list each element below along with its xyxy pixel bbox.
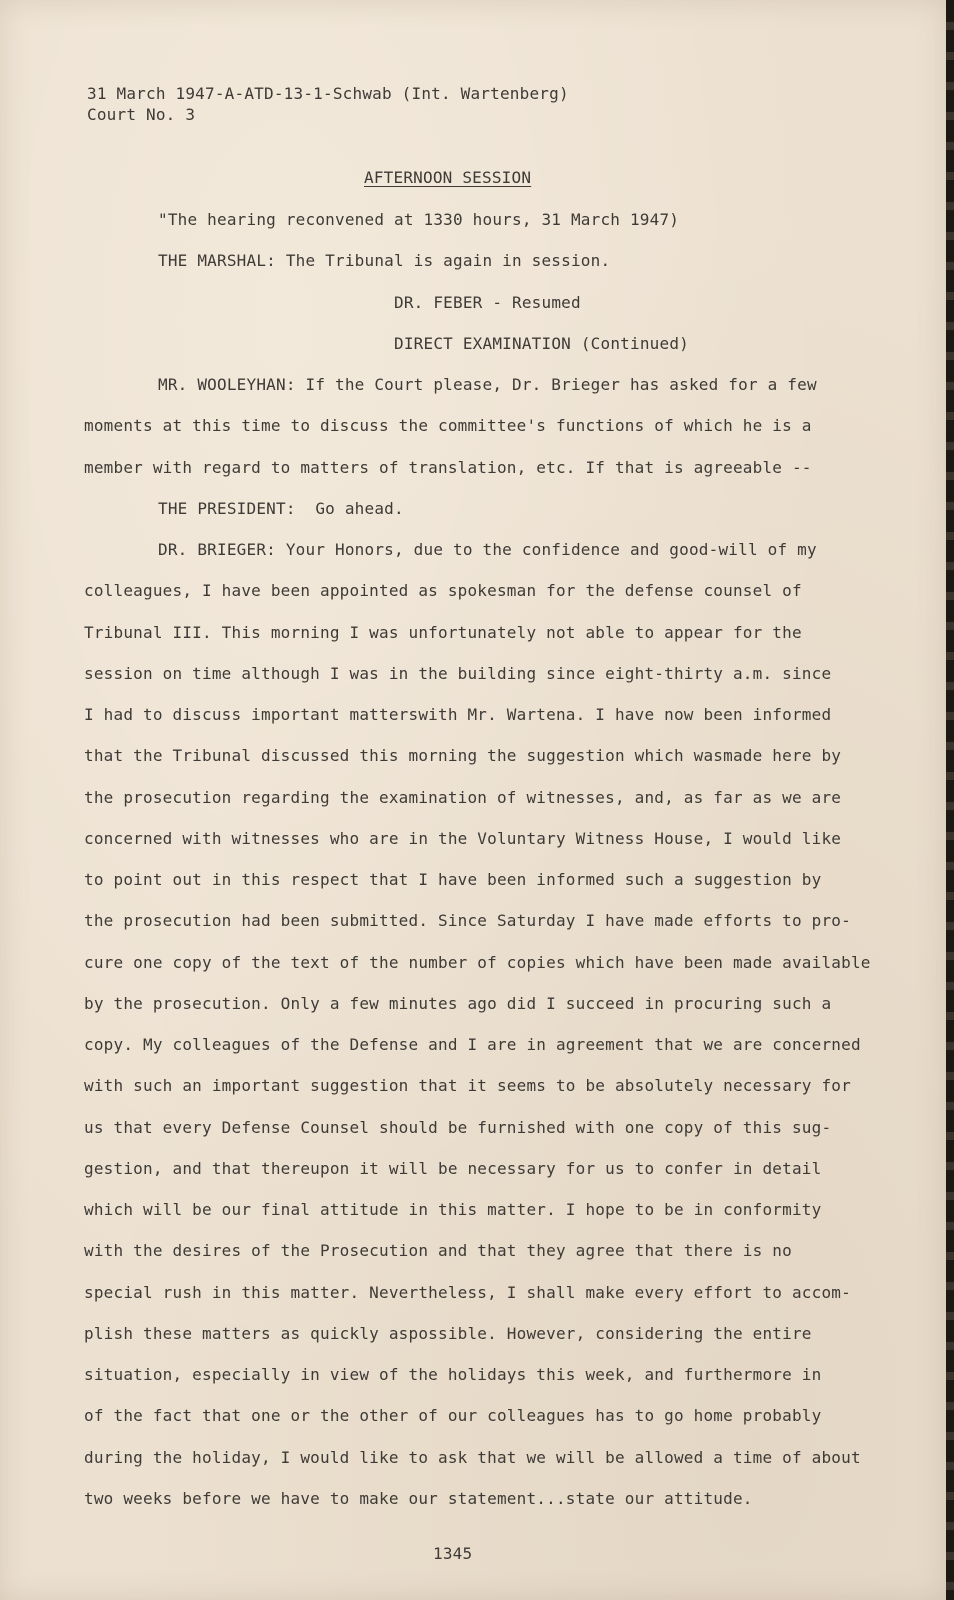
text-line: gestion, and that thereupon it will be necessary for us to confer in detail bbox=[84, 1159, 822, 1178]
text-line: with such an important suggestion that it seems to be absolutely necessary for bbox=[84, 1076, 851, 1095]
text-line: session on time although I was in the building since eight-thirty a.m. since bbox=[84, 664, 832, 683]
text-line: during the holiday, I would like to ask that we will be allowed a time of about bbox=[84, 1448, 861, 1467]
header-line-1: 31 March 1947-A-ATD-13-1-Schwab (Int. Wartenberg) bbox=[87, 84, 569, 103]
text-line: two weeks before we have to make our statement...state our attitude. bbox=[84, 1489, 753, 1508]
text-line: "The hearing reconvened at 1330 hours, 31 March 1947) bbox=[158, 210, 680, 229]
page-number: 1345 bbox=[433, 1544, 473, 1563]
text-line: the prosecution regarding the examination of witnesses, and, as far as we are bbox=[84, 788, 842, 807]
text-line: DIRECT EXAMINATION (Continued) bbox=[394, 334, 689, 353]
text-line: member with regard to matters of translation, etc. If that is agreeable -- bbox=[84, 458, 812, 477]
text-line: which will be our final attitude in this matter. I hope to be in conformity bbox=[84, 1200, 822, 1219]
text-line: I had to discuss important matterswith Mr. Wartena. I have now been informed bbox=[84, 705, 832, 724]
text-line: us that every Defense Counsel should be furnished with one copy of this sug- bbox=[84, 1118, 832, 1137]
text-line: situation, especially in view of the holidays this week, and furthermore in bbox=[84, 1365, 822, 1384]
text-line: by the prosecution. Only a few minutes ago did I succeed in procuring such a bbox=[84, 994, 832, 1013]
text-line: special rush in this matter. Nevertheless, I shall make every effort to accom- bbox=[84, 1283, 851, 1302]
text-line: DR. BRIEGER: Your Honors, due to the confidence and good-will of my bbox=[158, 540, 817, 559]
header-line-2: Court No. 3 bbox=[87, 105, 196, 124]
text-line: plish these matters as quickly aspossible. However, considering the entire bbox=[84, 1324, 812, 1343]
text-line: that the Tribunal discussed this morning the suggestion which wasmade here by bbox=[84, 746, 842, 765]
text-line: concerned with witnesses who are in the Voluntary Witness House, I would like bbox=[84, 829, 842, 848]
text-line: cure one copy of the text of the number of copies which have been made available bbox=[84, 953, 871, 972]
text-line: moments at this time to discuss the committee's functions of which he is a bbox=[84, 416, 812, 435]
text-line: THE PRESIDENT: Go ahead. bbox=[158, 499, 404, 518]
text-line: to point out in this respect that I have been informed such a suggestion by bbox=[84, 870, 822, 889]
text-line: copy. My colleagues of the Defense and I are in agreement that we are concerned bbox=[84, 1035, 861, 1054]
text-line: with the desires of the Prosecution and that they agree that there is no bbox=[84, 1241, 792, 1260]
text-line: MR. WOOLEYHAN: If the Court please, Dr. Brieger has asked for a few bbox=[158, 375, 817, 394]
binding-edge bbox=[946, 0, 954, 1600]
text-line: DR. FEBER - Resumed bbox=[394, 293, 581, 312]
session-title: AFTERNOON SESSION bbox=[364, 168, 532, 187]
text-line: the prosecution had been submitted. Since Saturday I have made efforts to pro- bbox=[84, 911, 851, 930]
text-line: THE MARSHAL: The Tribunal is again in session. bbox=[158, 251, 611, 270]
text-line: Tribunal III. This morning I was unfortunately not able to appear for the bbox=[84, 623, 802, 642]
text-line: colleagues, I have been appointed as spokesman for the defense counsel of bbox=[84, 581, 802, 600]
text-line: of the fact that one or the other of our colleagues has to go home probably bbox=[84, 1406, 822, 1425]
